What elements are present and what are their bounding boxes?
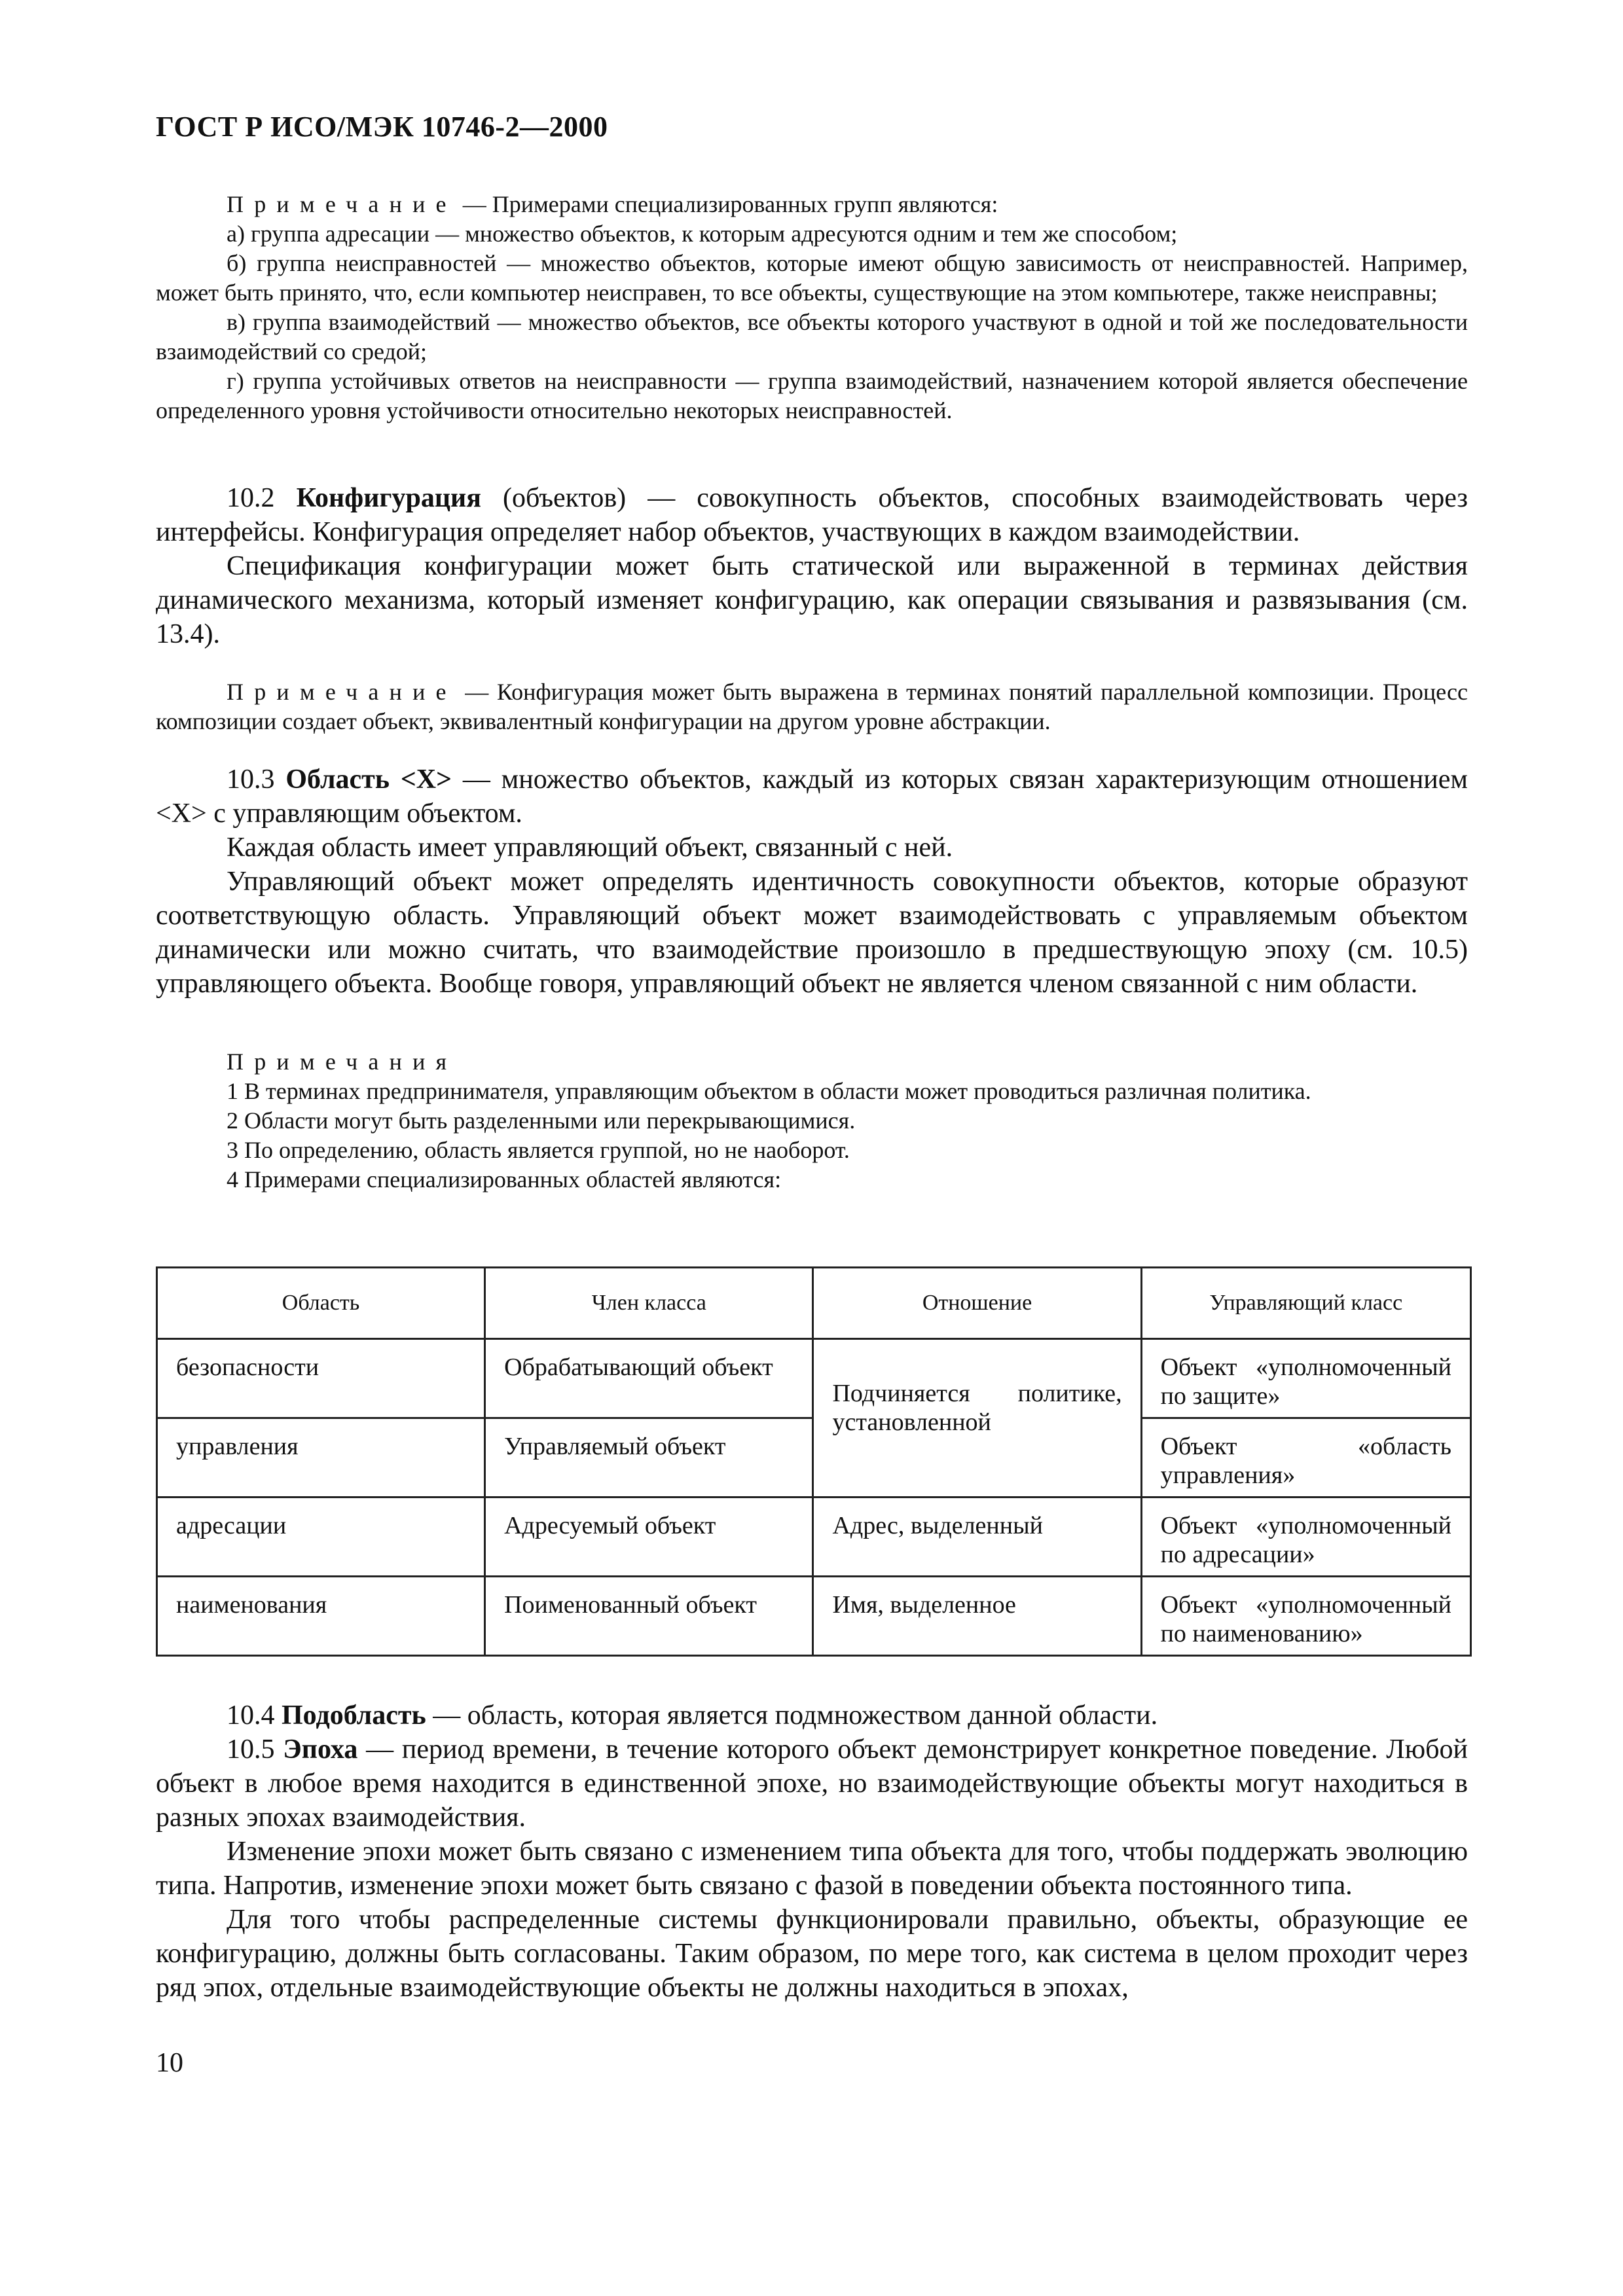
note-configuration [156,677,1468,736]
note-intro: Примечание — Примерами специализированных групп являются: [227,191,998,217]
sections-10-4-10-5 [156,1698,1468,2005]
note-item: 4 Примерами специализированных областей являются: [227,1166,782,1193]
note-item: 1 В терминах предпринимателя, управляющим объектом в области может проводиться различная политика. [227,1078,1311,1104]
term: Конфигурация [296,483,481,513]
table-cell: Объект «уполномоченный по защите» [1141,1339,1470,1418]
paragraph: Спецификация конфигурации может быть статической или выраженной в терминах действия динамического механизма, который изменяет конфигурацию, как операции связывания и развязывания (см. 13.4). [156,551,1468,649]
table-cell: Объект «область управления» [1141,1418,1470,1498]
table-cell: адресации [157,1498,485,1577]
column-header: Управляющий класс [1141,1268,1470,1339]
section-10-2 [156,481,1468,651]
term: Эпоха [283,1734,358,1765]
table-row [157,1498,1471,1577]
table-cell: Объект «уполномоченный по наименованию» [1141,1577,1470,1656]
paragraph: Для того чтобы распределенные системы функционировали правильно, объекты, образующие ее конфигурацию, должны быть согласованы. Таким образом, по мере того, как система в целом проходит через ряд эпох, отдельные взаимодействующие объекты не должны находиться в эпохах, [156,1905,1468,2003]
table-cell: Адрес, выделенный [813,1498,1141,1577]
paragraph: Управляющий объект может определять идентичность совокупности объектов, которые образуют соответствующую область. Управляющий объект может взаимодействовать с управляемым объектом динамически или можно считать, что взаимодействие произошло в предшествующую эпоху (см. 10.5) управляющего объекта. Вообще говоря, управляющий объект не является членом связанной с ним области. [156,867,1468,999]
note-label: Примечание [227,679,457,705]
notes-label: Примечания [227,1049,458,1075]
note-label: Примечание [227,191,457,217]
table-row [157,1339,1471,1418]
page-number: 10 [156,2048,183,2078]
term: Подобласть [282,1700,426,1731]
note-item: г) группа устойчивых ответов на неисправности — группа взаимодействий, назначением которой является обеспечение определенного уровня устойчивости относительно некоторых неисправностей. [156,368,1468,423]
table-cell: безопасности [157,1339,485,1418]
table-cell: Подчиняется политике, установленной [813,1339,1141,1498]
note-text: Примечание — Конфигурация может быть выражена в терминах понятий параллельной композиции. Процесс композиции создает объект, эквивалентный конфигурации на другом уровне абстракции. [156,679,1468,734]
term: Область <Х> [285,764,452,795]
definition-configuration: 10.2 Конфигурация (объектов) — совокупность объектов, способных взаимодействовать через интерфейсы. Конфигурация определяет набор объектов, участвующих в каждом взаимодействии. [156,483,1468,547]
definition-epoch: 10.5 Эпоха — период времени, в течение которого объект демонстрирует конкретное поведение. Любой объект в любое время находится в единственной эпохе, но взаимодействующие объекты могут находиться в разных эпохах взаимодействия. [156,1734,1468,1833]
column-header: Область [157,1268,485,1339]
document-header: ГОСТ Р ИСО/МЭК 10746-2—2000 [156,111,608,143]
section-10-3 [156,762,1468,1001]
table-cell: управления [157,1418,485,1498]
note-groups [156,190,1468,425]
table-cell: наименования [157,1577,485,1656]
note-item: б) группа неисправностей — множество объектов, которые имеют общую зависимость от неисправностей. Например, может быть принято, что, если компьютер неисправен, то все объекты, существующие на этом компьютере, также неисправны; [156,250,1468,306]
definition-domain: 10.3 Область <Х> — множество объектов, каждый из которых связан характеризующим отношением <Х> с управляющим объектом. [156,764,1468,829]
table-cell: Поименованный объект [485,1577,813,1656]
table-row [157,1577,1471,1656]
column-header: Член класса [485,1268,813,1339]
definition-subdomain: 10.4 Подобласть — область, которая является подмножеством данной области. [227,1700,1158,1731]
note-item: 3 По определению, область является группой, но не наоборот. [227,1137,850,1163]
table-cell: Объект «уполномоченный по адресации» [1141,1498,1470,1577]
table-header-row [157,1268,1471,1339]
note-item: в) группа взаимодействий — множество объектов, все объекты которого участвуют в одной и той же последовательности взаимодействий со средой; [156,309,1468,365]
notes-domains [156,1047,1468,1194]
column-header: Отношение [813,1268,1141,1339]
note-item: 2 Области могут быть разделенными или перекрывающимися. [227,1107,856,1134]
domains-table [156,1266,1472,1657]
paragraph: Изменение эпохи может быть связано с изменением типа объекта для того, чтобы поддержать эволюцию типа. Напротив, изменение эпохи может быть связано с фазой в поведении объекта постоянного типа. [156,1837,1468,1901]
table-cell: Адресуемый объект [485,1498,813,1577]
table-cell: Обрабатывающий объект [485,1339,813,1418]
paragraph: Каждая область имеет управляющий объект, связанный с ней. [227,833,953,863]
note-item: а) группа адресации — множество объектов, к которым адресуются одним и тем же способом; [227,221,1178,247]
table-cell: Управляемый объект [485,1418,813,1498]
table-cell: Имя, выделенное [813,1577,1141,1656]
